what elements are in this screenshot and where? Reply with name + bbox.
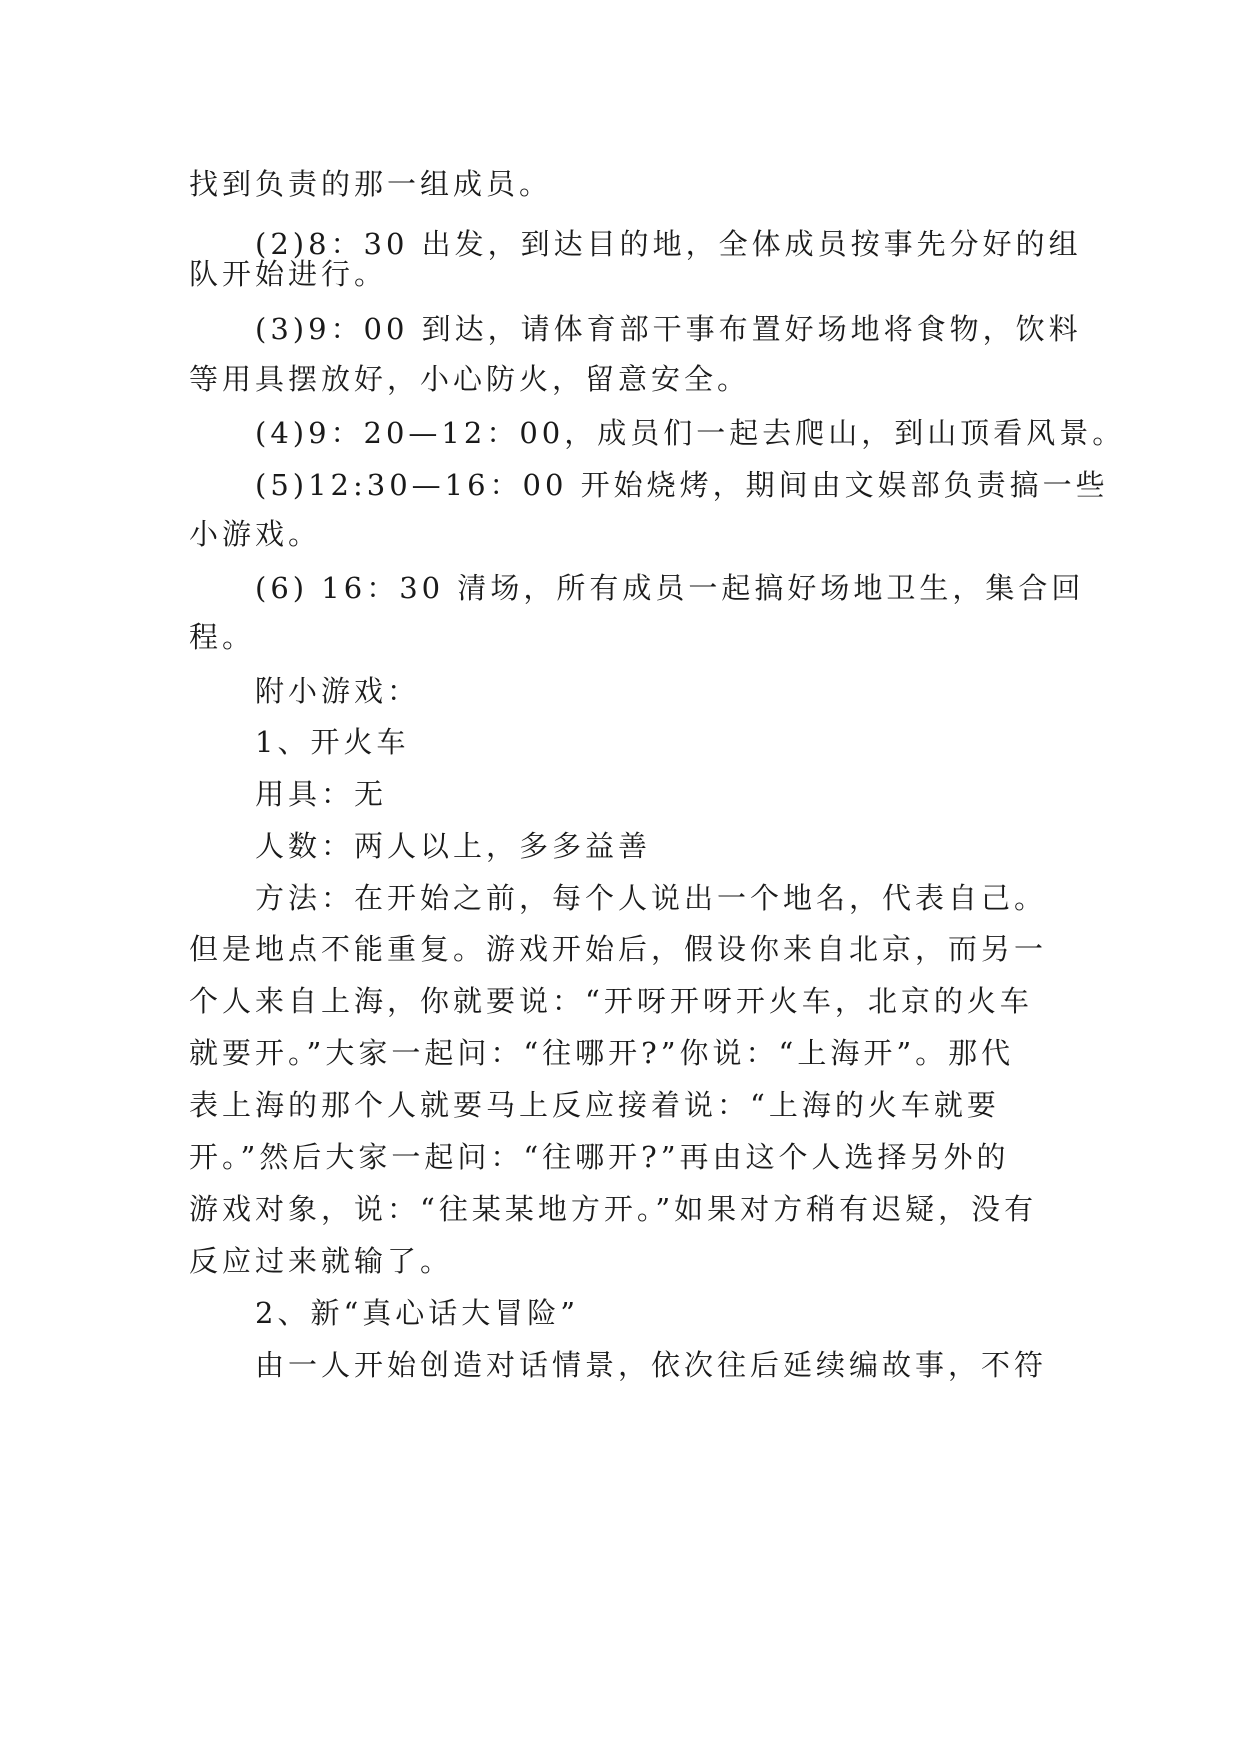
paragraph-line: 方法：在开始之前，每个人说出一个地名，代表自己。 xyxy=(255,881,1048,915)
paragraph-line: 等用具摆放好，小心防火，留意安全。 xyxy=(189,362,751,396)
paragraph-line: 人数：两人以上，多多益善 xyxy=(255,829,652,863)
paragraph-line: 游戏对象，说：“往某某地方开。”如果对方稍有迟疑，没有 xyxy=(189,1192,1038,1226)
paragraph-line: 但是地点不能重复。游戏开始后，假设你来自北京，而另一 xyxy=(189,932,1048,966)
paragraph-line: 表上海的那个人就要马上反应接着说：“上海的火车就要 xyxy=(189,1088,1000,1122)
paragraph-line: 开。”然后大家一起问：“往哪开?”再由这个人选择另外的 xyxy=(189,1140,1010,1174)
paragraph-line: (4)9：20—12：00，成员们一起去爬山，到山顶看风景。 xyxy=(255,416,1126,450)
paragraph-line: 附小游戏： xyxy=(255,674,421,708)
paragraph-line: 用具：无 xyxy=(255,777,388,811)
paragraph-line: (6) 16：30 清场，所有成员一起搞好场地卫生，集合回 xyxy=(255,571,1085,605)
paragraph-line: 找到负责的那一组成员。 xyxy=(189,167,553,201)
paragraph-line: 反应过来就输了。 xyxy=(189,1244,454,1278)
paragraph-line: 个人来自上海，你就要说：“开呀开呀开火车，北京的火车 xyxy=(189,984,1033,1018)
paragraph-line: 小游戏。 xyxy=(189,517,322,551)
paragraph-line: 由一人开始创造对话情景，依次往后延续编故事，不符 xyxy=(255,1348,1048,1382)
paragraph-line: (3)9：00 到达，请体育部干事布置好场地将食物，饮料 xyxy=(255,312,1082,346)
paragraph-line: 1、开火车 xyxy=(255,725,410,759)
paragraph-line: (5)12:30—16：00 开始烧烤，期间由文娱部负责搞一些 xyxy=(255,468,1109,502)
paragraph-line: 程。 xyxy=(189,620,256,654)
paragraph-line: 2、新“真心话大冒险” xyxy=(255,1296,580,1330)
paragraph-line: 就要开。”大家一起问：“往哪开?”你说：“上海开”。那代 xyxy=(189,1036,1015,1070)
paragraph-line: 队开始进行。 xyxy=(189,257,388,291)
paragraph-line: (2)8：30 出发，到达目的地，全体成员按事先分好的组 xyxy=(255,227,1082,261)
